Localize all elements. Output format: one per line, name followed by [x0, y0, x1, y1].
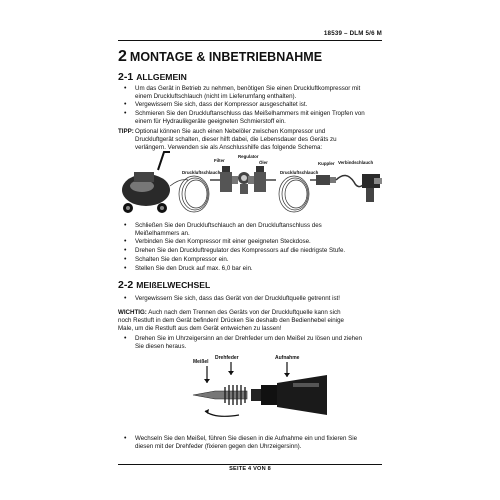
- bullet-text: [135, 238, 385, 246]
- bullet-dot: •: [124, 256, 127, 263]
- text-line: Druckluftgerät schalten, dieser hilft dabei, die Lebensdauer des Geräts zu: [135, 135, 337, 143]
- text-line: Auch nach dem Trennen des Geräts von der Druckluftquelle kann sich: [146, 309, 341, 316]
- subsection-title: ALLGEMEIN: [136, 72, 187, 82]
- header-rule: [118, 40, 382, 41]
- text-line: noch Restluft in dem Gerät befinden! Drücken Sie deshalb den Bedienhebel einige: [118, 316, 344, 324]
- tip-text: [135, 128, 385, 151]
- filter-regulator-oiler: [220, 166, 266, 194]
- bullet-dot: •: [124, 85, 127, 92]
- connection-schema: [118, 150, 383, 222]
- air-hose-coil-1: [170, 176, 209, 212]
- hose2-label: Druckluftschlauch: [280, 170, 319, 175]
- footer-rule: [118, 464, 382, 465]
- text-line: Stellen Sie den Druck auf max. 6,0 bar ein.: [135, 265, 253, 272]
- bullet-dot: •: [124, 295, 127, 302]
- chisel-change-figure: [175, 353, 330, 425]
- warning-label: WICHTIG:: [118, 309, 147, 316]
- text-line: Vergewissern Sie sich, dass der Kompressor ausgeschaltet ist.: [135, 101, 308, 108]
- bullet-dot: •: [124, 101, 127, 108]
- tool-holder-drawing: [251, 375, 327, 415]
- subsection-heading-2-2: [118, 279, 210, 291]
- bullet-text: [135, 256, 385, 264]
- filter-label: Filter: [214, 158, 225, 163]
- subsection-title: MEIßELWECHSEL: [136, 280, 211, 290]
- bullet-text: [135, 85, 385, 101]
- bullet-text: [135, 295, 385, 303]
- bullet-text: [135, 435, 385, 451]
- text-line: Vergewissern Sie sich, dass das Gerät von der Druckluftquelle getrennt ist!: [135, 295, 340, 302]
- oiler-label: Öler: [259, 160, 268, 165]
- coupler-drawing: [310, 175, 336, 185]
- bullet-text: [135, 265, 385, 273]
- subsection-number: 2-1: [118, 71, 134, 83]
- connection-hose-drawing: [336, 175, 364, 186]
- text-line: Um das Gerät in Betrieb zu nehmen, benötigen Sie einen Druckluftkompressor mit: [135, 85, 361, 92]
- air-hose-coil-2: [279, 176, 309, 212]
- page-number: SEITE 4 VON 8: [229, 466, 271, 472]
- section-title: MONTAGE & INBETRIEBNAHME: [129, 50, 323, 64]
- air-tool-drawing: [362, 174, 382, 202]
- bullet-dot: •: [124, 247, 127, 254]
- bullet-dot: •: [124, 265, 127, 272]
- bullet-dot: •: [124, 110, 127, 117]
- connection-hose-label: Verbindschlauch: [338, 160, 374, 165]
- text-line: Drehen Sie den Druckluftregulator des Kompressors auf die niedrigste Stufe.: [135, 247, 346, 254]
- holder-label: Aufnahme: [275, 355, 300, 361]
- text-line: verlängern. Verwenden sie als Anschlusshilfe das folgende Schema:: [135, 143, 323, 151]
- text-line: Schalten Sie den Kompressor ein.: [135, 256, 229, 263]
- bullet-text: [135, 335, 385, 351]
- tip-label: TIPP:: [118, 128, 134, 135]
- model-code: 18539 – DLM 5/6 M: [323, 30, 382, 37]
- text-line: Sie diesen heraus.: [135, 342, 187, 350]
- text-line: Wechseln Sie den Meißel, führen Sie diesen in die Aufnahme ein und fixieren Sie: [135, 435, 358, 442]
- text-line: Verbinden Sie den Kompressor mit einer geeigneten Steckdose.: [135, 238, 311, 245]
- section-heading: [118, 48, 322, 66]
- chisel-drawing: [193, 391, 247, 399]
- compressor-drawing: [122, 152, 170, 213]
- bullet-dot: •: [124, 238, 127, 245]
- bullet-text: [135, 247, 385, 255]
- rotation-arrow: [205, 411, 239, 416]
- hose1-label: Druckluftschlauch: [182, 170, 221, 175]
- bullet-text: [135, 110, 385, 126]
- spring-label: Drehfeder: [215, 355, 239, 361]
- text-line: Meißelhammers an.: [135, 229, 190, 237]
- bullet-dot: •: [124, 435, 127, 442]
- section-number: 2: [118, 48, 127, 65]
- text-line: einem Druckluftschlauch (nicht im Lieferumfang enthalten).: [135, 92, 297, 100]
- chisel-label: Meißel: [193, 359, 209, 365]
- text-line: einem für Hydraulikgeräte geeigneten Schmierstoff ein.: [135, 117, 286, 125]
- subsection-number: 2-2: [118, 279, 134, 291]
- text-line: Male, um die Restluft aus dem Gerät entweichen zu lassen!: [118, 324, 282, 332]
- text-line: diesen mit der Drehfeder (fixieren gegen den Uhrzeigersinn).: [135, 442, 302, 450]
- bullet-dot: •: [124, 335, 127, 342]
- bullet-dot: •: [124, 222, 127, 229]
- text-line: Drehen Sie im Uhrzeigersinn an der Drehfeder um den Meißel zu lösen und ziehen: [135, 335, 362, 342]
- regulator-label: Regulator: [238, 154, 259, 159]
- text-line: Schmieren Sie den Druckluftanschluss das Meißelhammers mit einigen Tropfen von: [135, 110, 365, 117]
- warning-text: [118, 309, 388, 332]
- bullet-text: [135, 101, 385, 109]
- text-line: Schließen Sie den Druckluftschlauch an den Druckluftanschluss des: [135, 222, 322, 229]
- text-line: Optional können Sie auch einen Nebelöler zwischen Kompressor und: [135, 128, 326, 135]
- coupler-label: Kuppler: [318, 161, 335, 166]
- bullet-text: [135, 222, 385, 238]
- subsection-heading-2-1: [118, 71, 187, 83]
